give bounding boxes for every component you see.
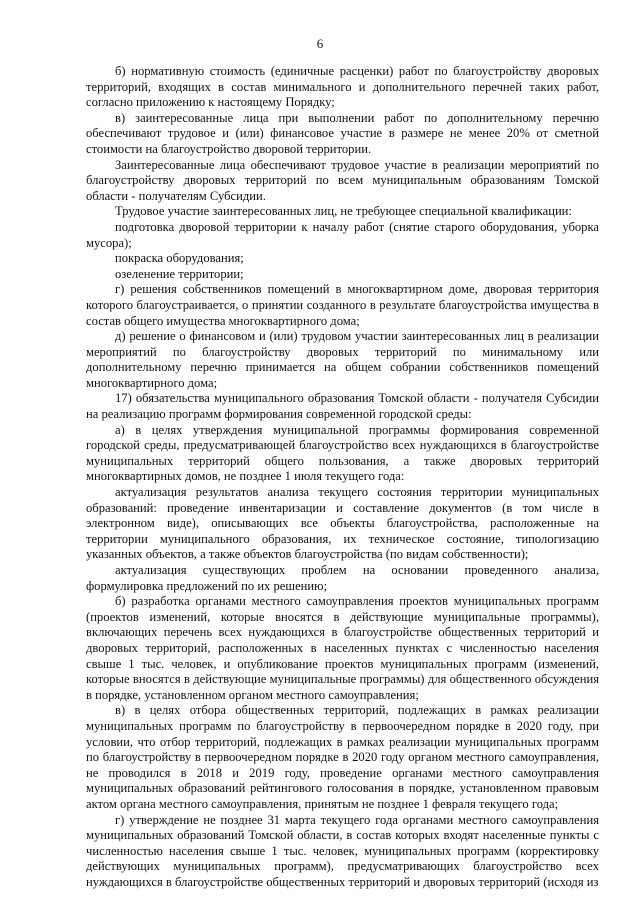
paragraph: в) в целях отбора общественных территорий, подлежащих в рамках реализации муниципальных программ по благоустройству в первоочередном порядке в 2020 году, при условии, что отбор территорий, подлежащих в рамках реализации муниципальных программ по благоустройству в первоочередном порядке в 2020 году органом местного самоуправления, не проводился в 2018 и 2019 году, проведение органами местного самоуправления муниципальных образований рейтингового голосования в порядке, установленном правовым актом органа местного самоуправления, принятым не позднее 1 февраля текущего года;: [86, 703, 599, 811]
page-number: 6: [316, 36, 324, 51]
paragraph: г) утверждение не позднее 31 марта текущего года органами местного самоуправления муниципальных образований Томской области, в состав которых входят населенные пункты с численностью населения свыше 1 тыс. человек, муниципальных программ (корректировку действующих муниципальных программ), предусматривающих благоустройство всех нуждающихся в благоустройстве общественных территорий и дворовых территорий (исходя из: [86, 812, 599, 889]
paragraph: актуализация существующих проблем на основании проведенного анализа, формулировка предложений по их решению;: [86, 563, 599, 593]
paragraph: Заинтересованные лица обеспечивают трудовое участие в реализации мероприятий по благоустройству дворовых территорий по всем муниципальным образованиям Томской области - получателям Субсидии.: [86, 157, 599, 203]
paragraph: б) нормативную стоимость (единичные расценки) работ по благоустройству дворовых территорий, входящих в состав минимального и дополнительного перечней таких работ, согласно приложению к настоящему Порядку;: [86, 64, 599, 110]
paragraph: д) решение о финансовом и (или) трудовом участии заинтересованных лиц в реализации мероприятий по благоустройству дворовых территорий по минимальному или дополнительному перечню принимается на общем собрании собственников помещений многоквартирного дома;: [86, 329, 599, 390]
paragraph: в) заинтересованные лица при выполнении работ по дополнительному перечню обеспечивают трудовое и (или) финансовое участие в размере не менее 20% от сметной стоимости на благоустройство дворовой территории.: [86, 110, 599, 156]
paragraph: актуализация результатов анализа текущего состояния территории муниципальных образований: проведение инвентаризации и составление документов (в том числе в электронном виде), описывающих все объекты благоустройства, расположенные на территории муниципального образования, их техническое состояние, типологизацию указанных объектов, а также объектов благоустройства (по видам собственности);: [86, 485, 599, 562]
paragraph: б) разработка органами местного самоуправления проектов муниципальных программ (проектов изменений, которые вносятся в действующие муниципальные программы), включающих перечень всех нуждающихся в благоустройстве общественных территорий и дворовых территорий, расположенных в населенных пунктах с численностью населения свыше 1 тыс. человек, и опубликование проектов муниципальных программ (изменений, которые вносятся в действующие муниципальные программы) для общественного обсуждения в порядке, установленном органом местного самоуправления;: [86, 594, 599, 702]
document-body: [86, 64, 599, 890]
paragraph: а) в целях утверждения муниципальной программы формирования современной городской среды, предусматривающей благоустройство всех нуждающихся в благоустройстве муниципальных территорий общего пользования, а также дворовых территорий многоквартирных домов, не позднее 1 июля текущего года:: [86, 422, 599, 484]
paragraph: 17) обязательства муниципального образования Томской области - получателя Субсидии на реализацию программ формирования современной городской среды:: [86, 391, 599, 422]
paragraph: покраска оборудования;: [115, 251, 244, 266]
paragraph: г) решения собственников помещений в многоквартирном доме, дворовая территория которого благоустраивается, о принятии созданного в результате благоустройства имущества в состав общего имущества многоквартирного дома;: [86, 282, 599, 328]
paragraph: Трудовое участие заинтересованных лиц, не требующее специальной квалификации:: [115, 204, 572, 219]
paragraph: озеленение территории;: [115, 266, 244, 281]
paragraph: подготовка дворовой территории к началу работ (снятие старого оборудования, уборка мусора);: [86, 219, 599, 250]
